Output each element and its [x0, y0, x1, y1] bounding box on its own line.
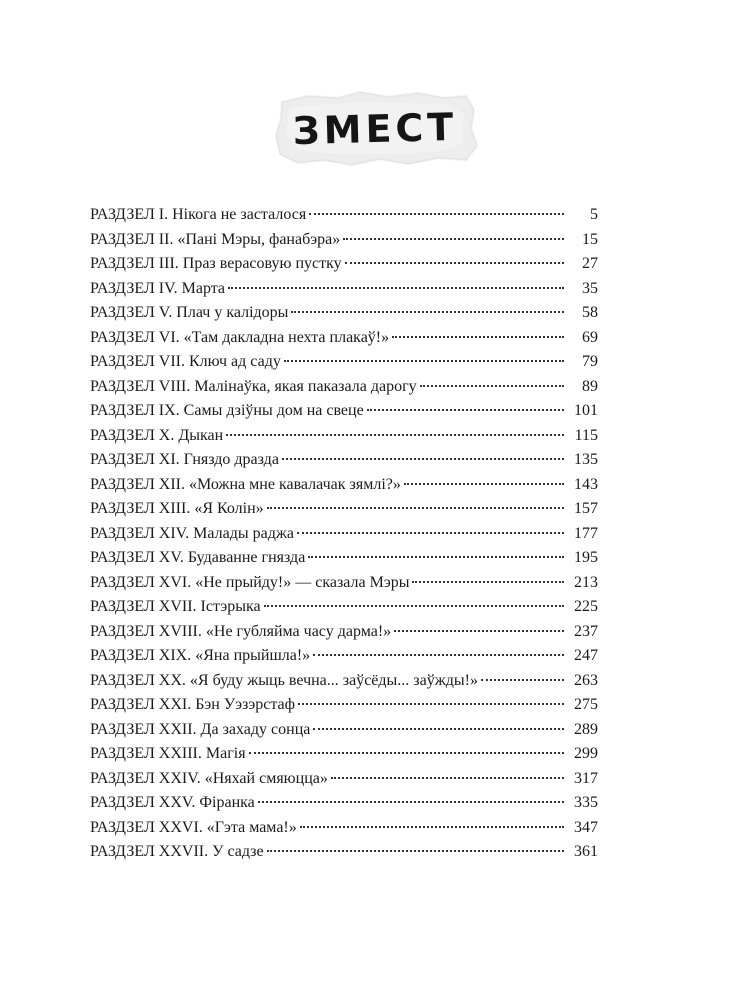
dot-leader	[284, 360, 564, 362]
toc-entry-page-number: 69	[582, 328, 598, 346]
toc-entry-label: РАЗДЗЕЛ V. Плач у калідоры	[90, 304, 289, 321]
toc-entry-page-number: 58	[582, 304, 598, 321]
toc-entry	[90, 840, 598, 865]
dot-leader	[343, 238, 564, 240]
toc-entry	[90, 448, 598, 473]
dot-leader	[309, 213, 564, 215]
toc-entry-label: РАЗДЗЕЛ XVIII. «Не губляйма часу дарма!»	[90, 622, 392, 640]
dot-leader	[481, 679, 564, 681]
dot-leader	[228, 287, 564, 289]
toc-entry	[90, 791, 598, 816]
toc-entry	[90, 326, 598, 351]
toc-entry-page-number: 335	[574, 794, 598, 811]
dot-leader	[412, 581, 564, 583]
toc-entry-page-number: 89	[582, 377, 598, 395]
toc-entry-page-number: 79	[582, 353, 598, 370]
toc-entry-label: РАЗДЗЕЛ XV. Будаванне гнязда	[90, 549, 306, 566]
toc-entry-label: РАЗДЗЕЛ I. Нікога не засталося	[90, 206, 307, 223]
toc-entry	[90, 644, 598, 669]
toc-entry	[90, 497, 598, 522]
toc-entry-label: РАЗДЗЕЛ XI. Гняздо дразда	[90, 451, 279, 468]
toc-entry-page-number: 135	[574, 451, 598, 468]
toc-entry-label: РАЗДЗЕЛ XXI. Бэн Уэзэрстаф	[90, 696, 295, 713]
toc-entry	[90, 522, 598, 547]
toc-entry	[90, 767, 598, 792]
toc-entry-page-number: 247	[574, 647, 598, 664]
dot-leader	[331, 777, 564, 779]
dot-leader	[345, 262, 564, 264]
toc-entry-page-number: 5	[590, 206, 598, 223]
toc-entry-page-number: 347	[574, 818, 598, 836]
dot-leader	[264, 605, 564, 607]
toc-entry-page-number: 263	[574, 671, 598, 689]
toc-entry-label: РАЗДЗЕЛ XXV. Фіранка	[90, 794, 255, 811]
toc-entry-label: РАЗДЗЕЛ IV. Марта	[90, 279, 226, 297]
toc-entry	[90, 571, 598, 596]
toc-entry-page-number: 177	[574, 524, 598, 542]
toc-entry	[90, 718, 598, 743]
toc-entry	[90, 473, 598, 498]
toc-entry-label: РАЗДЗЕЛ XIX. «Яна прыйшла!»	[90, 647, 311, 664]
page-title: ЗМЕСТ	[292, 104, 458, 154]
toc-entry-label: РАЗДЗЕЛ XXIV. «Няхай смяюцца»	[90, 769, 328, 787]
dot-leader	[297, 532, 564, 534]
toc-entry	[90, 252, 598, 277]
dot-leader	[258, 801, 564, 803]
dot-leader	[226, 434, 564, 436]
dot-leader	[404, 483, 564, 485]
table-of-contents	[90, 203, 598, 865]
toc-entry-label: РАЗДЗЕЛ XVI. «Не прыйду!» — сказала Мэры	[90, 573, 410, 591]
toc-entry	[90, 546, 598, 571]
dot-leader	[394, 630, 564, 632]
dot-leader	[308, 556, 564, 558]
toc-entry-page-number: 195	[574, 549, 598, 566]
toc-entry-page-number: 361	[574, 843, 598, 860]
toc-entry-label: РАЗДЗЕЛ XXVII. У садзе	[90, 843, 264, 860]
toc-entry	[90, 595, 598, 620]
toc-entry-label: РАЗДЗЕЛ XIV. Малады раджа	[90, 524, 295, 542]
dot-leader	[298, 703, 564, 705]
dot-leader	[367, 409, 564, 411]
dot-leader	[313, 654, 564, 656]
toc-entry-page-number: 115	[574, 426, 598, 444]
toc-entry-page-number: 317	[574, 769, 598, 787]
toc-entry-page-number: 225	[574, 598, 598, 615]
toc-entry-page-number: 15	[582, 230, 598, 248]
toc-entry-label: РАЗДЗЕЛ VI. «Там дакладна нехта плакаў!»	[90, 328, 390, 346]
toc-entry-label: РАЗДЗЕЛ VII. Ключ ад саду	[90, 353, 281, 370]
toc-entry-page-number: 275	[574, 696, 598, 713]
toc-entry-label: РАЗДЗЕЛ XII. «Можна мне кавалачак зямлі?»	[90, 475, 401, 493]
toc-entry	[90, 693, 598, 718]
dot-leader	[267, 507, 564, 509]
toc-entry-label: РАЗДЗЕЛ X. Дыкан	[90, 426, 224, 444]
toc-entry	[90, 620, 598, 645]
toc-entry-page-number: 157	[574, 500, 598, 517]
toc-entry-label: РАЗДЗЕЛ XVII. Істэрыка	[90, 598, 261, 615]
toc-entry-label: РАЗДЗЕЛ IX. Самы дзіўны дом на свеце	[90, 402, 364, 419]
toc-entry	[90, 816, 598, 841]
toc-entry-page-number: 27	[582, 255, 598, 272]
toc-entry	[90, 399, 598, 424]
toc-entry	[90, 669, 598, 694]
dot-leader	[282, 458, 564, 460]
toc-entry-page-number: 213	[574, 573, 598, 591]
toc-entry-page-number: 289	[574, 720, 598, 738]
dot-leader	[420, 385, 564, 387]
toc-entry-label: РАЗДЗЕЛ II. «Пані Мэры, фанабэра»	[90, 230, 341, 248]
toc-entry-label: РАЗДЗЕЛ XX. «Я буду жыць вечна... заўсёды... заўжды!»	[90, 671, 478, 689]
toc-entry-label: РАЗДЗЕЛ XXVI. «Гэта мама!»	[90, 818, 297, 836]
toc-entry-page-number: 101	[574, 402, 598, 419]
dot-leader	[249, 752, 564, 754]
dot-leader	[291, 311, 564, 313]
toc-entry	[90, 277, 598, 302]
title-plaque	[268, 88, 482, 170]
toc-entry	[90, 228, 598, 253]
toc-entry-label: РАЗДЗЕЛ XIII. «Я Колін»	[90, 500, 264, 517]
dot-leader	[313, 728, 564, 730]
toc-entry	[90, 350, 598, 375]
toc-entry	[90, 424, 598, 449]
dot-leader	[267, 850, 564, 852]
toc-entry	[90, 742, 598, 767]
toc-entry-label: РАЗДЗЕЛ XXIII. Магія	[90, 745, 246, 762]
toc-entry-page-number: 299	[574, 745, 598, 762]
toc-entry-page-number: 35	[582, 279, 598, 297]
toc-entry-page-number: 143	[574, 475, 598, 493]
toc-entry-page-number: 237	[574, 622, 598, 640]
dot-leader	[300, 826, 564, 828]
toc-entry-label: РАЗДЗЕЛ VIII. Малінаўка, якая паказала дарогу	[90, 377, 417, 395]
toc-entry	[90, 203, 598, 228]
dot-leader	[392, 336, 564, 338]
toc-entry-label: РАЗДЗЕЛ III. Праз верасовую пустку	[90, 255, 342, 272]
toc-entry	[90, 301, 598, 326]
toc-entry	[90, 375, 598, 400]
toc-entry-label: РАЗДЗЕЛ XXII. Да захаду сонца	[90, 720, 311, 738]
